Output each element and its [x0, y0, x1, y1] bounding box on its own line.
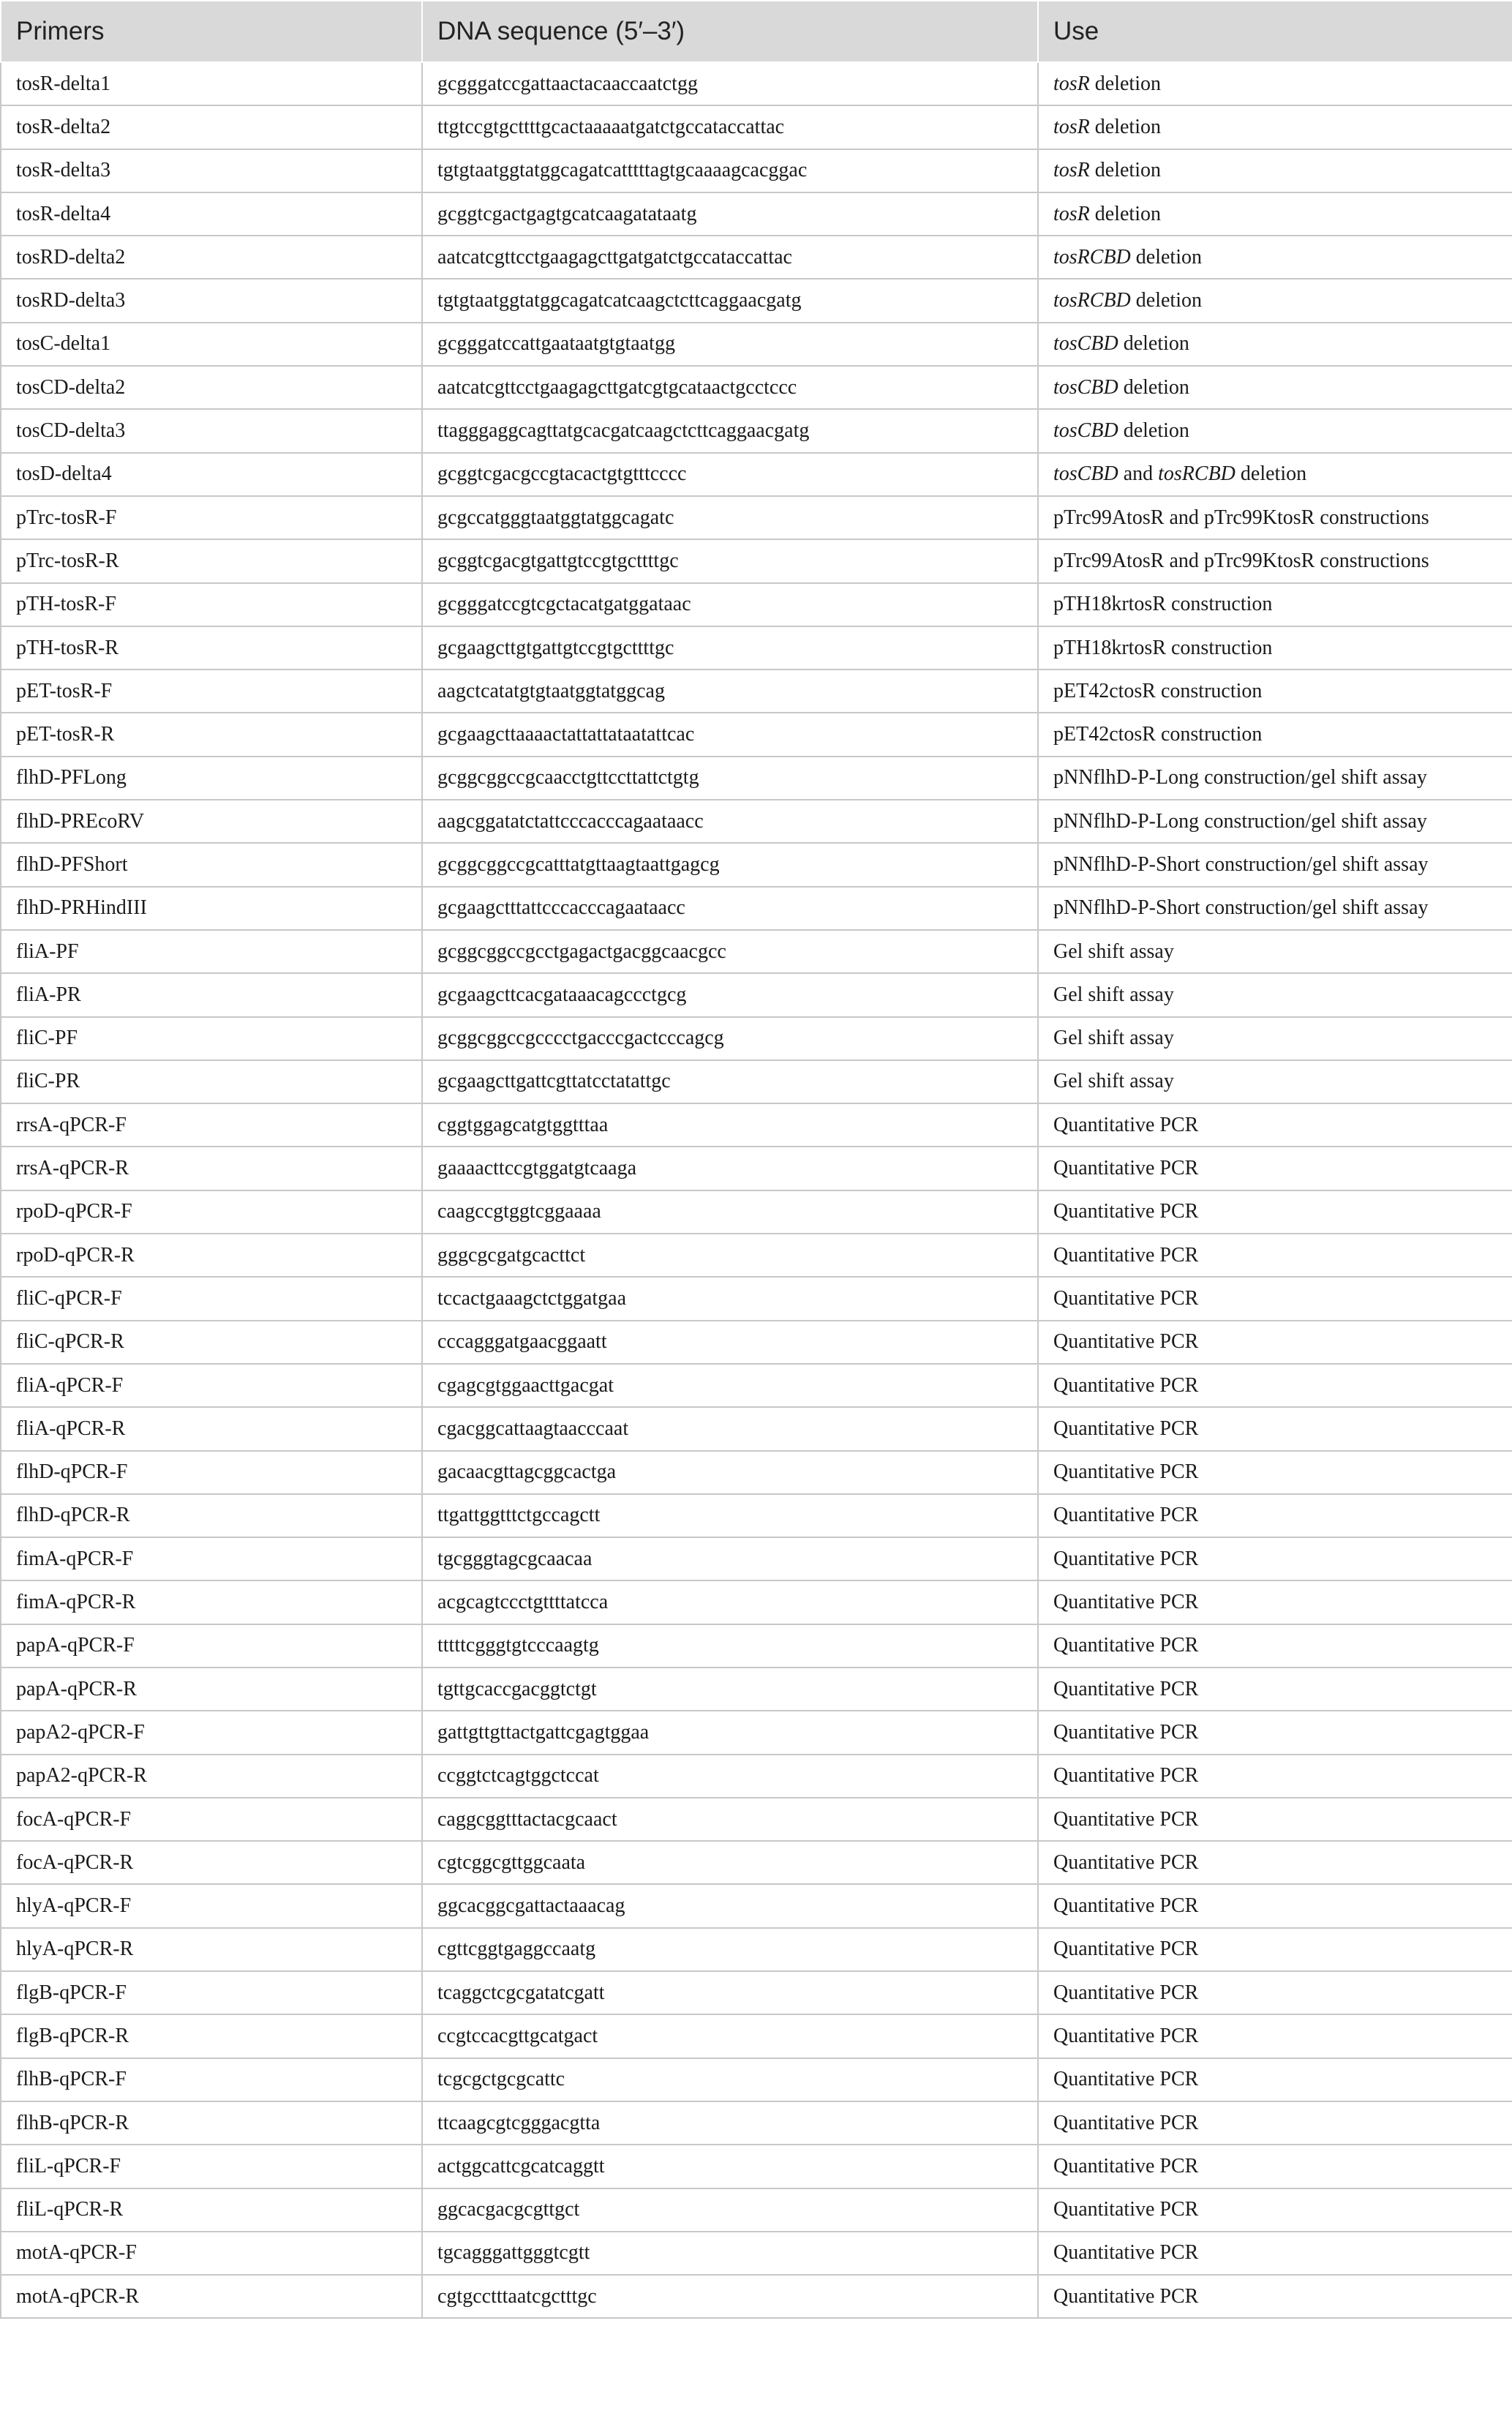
use-text: deletion — [1118, 419, 1189, 443]
primer-name-cell: fliA-PR — [1, 973, 422, 1016]
use-cell — [1038, 2232, 1512, 2275]
primer-name-cell: rpoD-qPCR-R — [1, 1234, 422, 1277]
dna-sequence-cell: caggcggtttactacgcaact — [422, 1798, 1038, 1841]
primer-name-cell: hlyA-qPCR-F — [1, 1884, 422, 1927]
table-row — [1, 1841, 1512, 1884]
table-row — [1, 1668, 1512, 1711]
use-text: Gel shift assay — [1053, 983, 1174, 1006]
table-row — [1, 1971, 1512, 2014]
table-row — [1, 1060, 1512, 1103]
table-row — [1, 887, 1512, 930]
use-cell — [1038, 323, 1512, 366]
header-use: Use — [1038, 1, 1512, 62]
dna-sequence-cell: gcggcggccgcatttatgttaagtaattgagcg — [422, 843, 1038, 886]
use-cell — [1038, 105, 1512, 149]
dna-sequence-cell: gcggcggccgcctgagactgacggcaacgcc — [422, 930, 1038, 973]
use-text: Quantitative PCR — [1053, 2198, 1199, 2221]
use-text: Gel shift assay — [1053, 1027, 1174, 1050]
gene-name: tosCBD — [1053, 332, 1118, 356]
dna-sequence-cell: gcgaagcttaaaactattattataatattcac — [422, 713, 1038, 756]
use-cell — [1038, 1755, 1512, 1798]
primer-name-cell: tosR-delta1 — [1, 62, 422, 105]
primer-name-cell: fliA-qPCR-F — [1, 1364, 422, 1407]
dna-sequence-cell: gcgaagcttgattcgttatcctatattgc — [422, 1060, 1038, 1103]
primer-name-cell: pTH-tosR-F — [1, 583, 422, 626]
primer-name-cell: papA2-qPCR-R — [1, 1755, 422, 1798]
use-text: pET42ctosR construction — [1053, 679, 1263, 702]
primer-name-cell: flhD-qPCR-F — [1, 1451, 422, 1494]
table-row — [1, 1580, 1512, 1624]
primer-name-cell: tosR-delta4 — [1, 192, 422, 236]
use-text: Quantitative PCR — [1053, 1677, 1199, 1700]
dna-sequence-cell: aatcatcgttcctgaagagcttgatcgtgcataactgcctccc — [422, 366, 1038, 409]
dna-sequence-cell: ttgattggtttctgccagctt — [422, 1494, 1038, 1537]
table-row — [1, 2232, 1512, 2275]
dna-sequence-cell: gcgggatccattgaataatgtgtaatgg — [422, 323, 1038, 366]
use-text: Quantitative PCR — [1053, 2154, 1199, 2177]
use-text: pTrc99AtosR and pTrc99KtosR constructions — [1053, 506, 1429, 529]
dna-sequence-cell: gcgaagctttattcccacccagaataacc — [422, 887, 1038, 930]
primer-name-cell: fliL-qPCR-F — [1, 2145, 422, 2188]
use-cell — [1038, 1364, 1512, 1407]
dna-sequence-cell: ttagggaggcagttatgcacgatcaagctcttcaggaacgatg — [422, 409, 1038, 452]
use-text: Quantitative PCR — [1053, 1504, 1199, 1527]
dna-sequence-cell: ccggtctcagtggctccat — [422, 1755, 1038, 1798]
gene-name: tosR — [1053, 72, 1090, 95]
table-row — [1, 496, 1512, 539]
primer-name-cell: tosCD-delta3 — [1, 409, 422, 452]
dna-sequence-cell: gggcgcgatgcacttct — [422, 1234, 1038, 1277]
table-row — [1, 453, 1512, 496]
primer-name-cell: fimA-qPCR-F — [1, 1537, 422, 1580]
dna-sequence-cell: ccgtccacgttgcatgact — [422, 2014, 1038, 2057]
header-primers: Primers — [1, 1, 422, 62]
use-text: pNNflhD-P-Short construction/gel shift assay — [1053, 896, 1429, 920]
dna-sequence-cell: gacaacgttagcggcactga — [422, 1451, 1038, 1494]
use-text: Quantitative PCR — [1053, 1981, 1199, 2004]
use-text: Gel shift assay — [1053, 1070, 1174, 1093]
use-cell — [1038, 1147, 1512, 1190]
use-text: Quantitative PCR — [1053, 1547, 1199, 1570]
table-row — [1, 2058, 1512, 2101]
table-row — [1, 62, 1512, 105]
use-cell — [1038, 1928, 1512, 1971]
use-cell — [1038, 583, 1512, 626]
use-text: Quantitative PCR — [1053, 2068, 1199, 2091]
use-cell — [1038, 1451, 1512, 1494]
use-cell — [1038, 279, 1512, 322]
use-cell — [1038, 2058, 1512, 2101]
gene-name: tosR — [1053, 159, 1090, 182]
use-text: Quantitative PCR — [1053, 1850, 1199, 1874]
primer-name-cell: tosC-delta1 — [1, 323, 422, 366]
dna-sequence-cell: tccactgaaagctctggatgaa — [422, 1277, 1038, 1320]
primer-name-cell: fliC-PR — [1, 1060, 422, 1103]
dna-sequence-cell: cgtgcctttaatcgctttgc — [422, 2275, 1038, 2318]
primer-name-cell: hlyA-qPCR-R — [1, 1928, 422, 1971]
use-text: deletion — [1118, 375, 1189, 399]
use-cell — [1038, 1537, 1512, 1580]
table-row — [1, 1103, 1512, 1147]
dna-sequence-cell: tgtgtaatggtatggcagatcatcaagctcttcaggaacgatg — [422, 279, 1038, 322]
use-cell — [1038, 1884, 1512, 1927]
table-row — [1, 366, 1512, 409]
table-row — [1, 149, 1512, 192]
use-cell — [1038, 236, 1512, 279]
table-row — [1, 626, 1512, 669]
use-text: Quantitative PCR — [1053, 1200, 1199, 1223]
use-cell — [1038, 62, 1512, 105]
use-cell — [1038, 757, 1512, 800]
primer-name-cell: flgB-qPCR-R — [1, 2014, 422, 2057]
primer-name-cell: tosD-delta4 — [1, 453, 422, 496]
primer-name-cell: tosRD-delta3 — [1, 279, 422, 322]
use-cell — [1038, 2101, 1512, 2145]
use-text: pNNflhD-P-Long construction/gel shift assay — [1053, 809, 1427, 833]
dna-sequence-cell: tcgcgctgcgcattc — [422, 2058, 1038, 2101]
primer-name-cell: pET-tosR-R — [1, 713, 422, 756]
primer-name-cell: pTH-tosR-R — [1, 626, 422, 669]
dna-sequence-cell: aagctcatatgtgtaatggtatggcag — [422, 669, 1038, 713]
dna-sequence-cell: gcgggatccgtcgctacatgatggataac — [422, 583, 1038, 626]
gene-name: tosRCBD — [1053, 245, 1131, 269]
dna-sequence-cell: tgcgggtagcgcaacaa — [422, 1537, 1038, 1580]
dna-sequence-cell: gcgaagcttcacgataaacagccctgcg — [422, 973, 1038, 1016]
dna-sequence-cell: gcggtcgacgtgattgtccgtgcttttgc — [422, 539, 1038, 582]
use-text: Quantitative PCR — [1053, 1634, 1199, 1657]
table-row — [1, 1755, 1512, 1798]
primer-name-cell: flhD-PREcoRV — [1, 800, 422, 843]
primer-name-cell: rrsA-qPCR-F — [1, 1103, 422, 1147]
use-cell — [1038, 1971, 1512, 2014]
use-text: Quantitative PCR — [1053, 1938, 1199, 1961]
dna-sequence-cell: gcggcggccgcccctgacccgactcccagcg — [422, 1017, 1038, 1060]
table-row — [1, 2145, 1512, 2188]
table-body — [1, 62, 1512, 2318]
use-text: Quantitative PCR — [1053, 2111, 1199, 2134]
dna-sequence-cell: tcaggctcgcgatatcgatt — [422, 1971, 1038, 2014]
primer-name-cell: papA2-qPCR-F — [1, 1711, 422, 1754]
dna-sequence-cell: ttcaagcgtcgggacgtta — [422, 2101, 1038, 2145]
use-cell — [1038, 192, 1512, 236]
primer-name-cell: fliC-qPCR-F — [1, 1277, 422, 1320]
table-row — [1, 1451, 1512, 1494]
use-cell — [1038, 1580, 1512, 1624]
primer-name-cell: focA-qPCR-F — [1, 1798, 422, 1841]
dna-sequence-cell: gcggtcgacgccgtacactgtgtttcccc — [422, 453, 1038, 496]
use-text: deletion — [1089, 115, 1161, 138]
primer-name-cell: flgB-qPCR-F — [1, 1971, 422, 2014]
header-row — [1, 1, 1512, 62]
use-cell — [1038, 800, 1512, 843]
use-text: Quantitative PCR — [1053, 1417, 1199, 1440]
primer-name-cell: pTrc-tosR-R — [1, 539, 422, 582]
use-text: pNNflhD-P-Short construction/gel shift assay — [1053, 852, 1429, 876]
table-row — [1, 930, 1512, 973]
dna-sequence-cell: cgacggcattaagtaacccaat — [422, 1407, 1038, 1450]
use-text: Quantitative PCR — [1053, 1764, 1199, 1788]
use-cell — [1038, 1668, 1512, 1711]
primer-name-cell: pTrc-tosR-F — [1, 496, 422, 539]
primer-name-cell: papA-qPCR-R — [1, 1668, 422, 1711]
use-text: Gel shift assay — [1053, 939, 1174, 963]
gene-name: tosRCBD — [1158, 462, 1235, 486]
table-row — [1, 2275, 1512, 2318]
use-text: Quantitative PCR — [1053, 1720, 1199, 1744]
primer-name-cell: flhB-qPCR-R — [1, 2101, 422, 2145]
use-text: Quantitative PCR — [1053, 1243, 1199, 1267]
use-cell — [1038, 1060, 1512, 1103]
header-dna-sequence: DNA sequence (5′–3′) — [422, 1, 1038, 62]
primer-name-cell: papA-qPCR-F — [1, 1624, 422, 1668]
table-row — [1, 1190, 1512, 1234]
gene-name: tosCBD — [1053, 419, 1118, 443]
dna-sequence-cell: gattgttgttactgattcgagtggaa — [422, 1711, 1038, 1754]
primer-name-cell: fliA-qPCR-R — [1, 1407, 422, 1450]
use-cell — [1038, 2145, 1512, 2188]
use-cell — [1038, 2275, 1512, 2318]
use-cell — [1038, 453, 1512, 496]
use-text: deletion — [1089, 202, 1161, 225]
table-row — [1, 192, 1512, 236]
gene-name: tosR — [1053, 202, 1090, 225]
table-row — [1, 669, 1512, 713]
dna-sequence-cell: tttttcgggtgtcccaagtg — [422, 1624, 1038, 1668]
use-text: deletion — [1089, 72, 1161, 95]
table-row — [1, 1494, 1512, 1537]
primer-name-cell: tosR-delta3 — [1, 149, 422, 192]
primer-name-cell: rrsA-qPCR-R — [1, 1147, 422, 1190]
use-cell — [1038, 409, 1512, 452]
primer-name-cell: focA-qPCR-R — [1, 1841, 422, 1884]
table-row — [1, 1147, 1512, 1190]
table-row — [1, 1624, 1512, 1668]
primer-name-cell: fimA-qPCR-R — [1, 1580, 422, 1624]
primer-name-cell: flhD-PFShort — [1, 843, 422, 886]
use-text: Quantitative PCR — [1053, 1807, 1199, 1831]
primer-name-cell: tosCD-delta2 — [1, 366, 422, 409]
dna-sequence-cell: tgcagggattgggtcgtt — [422, 2232, 1038, 2275]
use-text: Quantitative PCR — [1053, 1286, 1199, 1310]
dna-sequence-cell: gcgccatgggtaatggtatggcagatc — [422, 496, 1038, 539]
dna-sequence-cell: aatcatcgttcctgaagagcttgatgatctgccataccattac — [422, 236, 1038, 279]
dna-sequence-cell: gaaaacttccgtggatgtcaaga — [422, 1147, 1038, 1190]
primer-name-cell: flhD-PRHindIII — [1, 887, 422, 930]
use-text: deletion — [1130, 289, 1202, 312]
use-cell — [1038, 1841, 1512, 1884]
primer-name-cell: flhD-qPCR-R — [1, 1494, 422, 1537]
table-row — [1, 1884, 1512, 1927]
table-row — [1, 1711, 1512, 1754]
use-cell — [1038, 2014, 1512, 2057]
primer-name-cell: flhB-qPCR-F — [1, 2058, 422, 2101]
primer-name-cell: motA-qPCR-R — [1, 2275, 422, 2318]
dna-sequence-cell: gcggcggccgcaacctgttccttattctgtg — [422, 757, 1038, 800]
table-row — [1, 2014, 1512, 2057]
primer-name-cell: fliA-PF — [1, 930, 422, 973]
primer-name-cell: tosRD-delta2 — [1, 236, 422, 279]
use-cell — [1038, 973, 1512, 1016]
use-cell — [1038, 1624, 1512, 1668]
table-row — [1, 1364, 1512, 1407]
use-text: Quantitative PCR — [1053, 1157, 1199, 1180]
use-cell — [1038, 1017, 1512, 1060]
use-text: and — [1118, 462, 1159, 486]
use-text: Quantitative PCR — [1053, 1894, 1199, 1918]
table-row — [1, 1537, 1512, 1580]
primer-name-cell: fliC-PF — [1, 1017, 422, 1060]
dna-sequence-cell: cgtcggcgttggcaata — [422, 1841, 1038, 1884]
primer-name-cell: motA-qPCR-F — [1, 2232, 422, 2275]
dna-sequence-cell: acgcagtccctgttttatcca — [422, 1580, 1038, 1624]
primer-name-cell: pET-tosR-F — [1, 669, 422, 713]
use-text: Quantitative PCR — [1053, 1330, 1199, 1354]
primer-name-cell: fliL-qPCR-R — [1, 2188, 422, 2232]
use-cell — [1038, 1321, 1512, 1364]
table-row — [1, 1234, 1512, 1277]
use-cell — [1038, 887, 1512, 930]
dna-sequence-cell: cgttcggtgaggccaatg — [422, 1928, 1038, 1971]
use-cell — [1038, 2188, 1512, 2232]
use-text: Quantitative PCR — [1053, 1591, 1199, 1614]
gene-name: tosCBD — [1053, 462, 1118, 486]
use-text: pTrc99AtosR and pTrc99KtosR constructions — [1053, 549, 1429, 572]
dna-sequence-cell: cggtggagcatgtggtttaa — [422, 1103, 1038, 1147]
dna-sequence-cell: aagcggatatctattcccacccagaataacc — [422, 800, 1038, 843]
use-cell — [1038, 496, 1512, 539]
use-text: pNNflhD-P-Long construction/gel shift assay — [1053, 766, 1427, 789]
primer-name-cell: tosR-delta2 — [1, 105, 422, 149]
table-row — [1, 757, 1512, 800]
dna-sequence-cell: gcgaagcttgtgattgtccgtgcttttgc — [422, 626, 1038, 669]
table-row — [1, 105, 1512, 149]
use-cell — [1038, 930, 1512, 973]
primer-name-cell: fliC-qPCR-R — [1, 1321, 422, 1364]
dna-sequence-cell: tgtgtaatggtatggcagatcatttttagtgcaaaagcacggac — [422, 149, 1038, 192]
table-row — [1, 583, 1512, 626]
table-row — [1, 323, 1512, 366]
use-cell — [1038, 843, 1512, 886]
table-row — [1, 2188, 1512, 2232]
use-text: Quantitative PCR — [1053, 1460, 1199, 1484]
use-cell — [1038, 366, 1512, 409]
use-cell — [1038, 669, 1512, 713]
gene-name: tosR — [1053, 115, 1090, 138]
use-text: Quantitative PCR — [1053, 2025, 1199, 2047]
use-cell — [1038, 1494, 1512, 1537]
dna-sequence-cell: cgagcgtggaacttgacgat — [422, 1364, 1038, 1407]
use-text: Quantitative PCR — [1053, 2241, 1199, 2265]
dna-sequence-cell: ggcacgacgcgttgct — [422, 2188, 1038, 2232]
table-row — [1, 279, 1512, 322]
table-row — [1, 1321, 1512, 1364]
table-row — [1, 713, 1512, 756]
use-text: pTH18krtosR construction — [1053, 593, 1273, 616]
primer-name-cell: flhD-PFLong — [1, 757, 422, 800]
use-text: Quantitative PCR — [1053, 1113, 1199, 1136]
use-text: deletion — [1118, 332, 1189, 356]
use-cell — [1038, 1103, 1512, 1147]
table-row — [1, 1798, 1512, 1841]
dna-sequence-cell: caagccgtggtcggaaaa — [422, 1190, 1038, 1234]
table-row — [1, 2101, 1512, 2145]
table-row — [1, 236, 1512, 279]
dna-sequence-cell: ggcacggcgattactaaacag — [422, 1884, 1038, 1927]
use-cell — [1038, 1234, 1512, 1277]
use-text: pTH18krtosR construction — [1053, 636, 1273, 659]
use-text: pET42ctosR construction — [1053, 723, 1263, 746]
use-cell — [1038, 149, 1512, 192]
use-cell — [1038, 626, 1512, 669]
table-row — [1, 1928, 1512, 1971]
use-text: Quantitative PCR — [1053, 1373, 1199, 1397]
use-cell — [1038, 539, 1512, 582]
dna-sequence-cell: actggcattcgcatcaggtt — [422, 2145, 1038, 2188]
use-cell — [1038, 1407, 1512, 1450]
use-text: deletion — [1235, 462, 1307, 486]
table-row — [1, 539, 1512, 582]
use-text: Quantitative PCR — [1053, 2284, 1199, 2308]
dna-sequence-cell: gcggtcgactgagtgcatcaagatataatg — [422, 192, 1038, 236]
dna-sequence-cell: tgttgcaccgacggtctgt — [422, 1668, 1038, 1711]
use-cell — [1038, 1711, 1512, 1754]
use-text: deletion — [1089, 159, 1161, 182]
table-row — [1, 843, 1512, 886]
table-row — [1, 800, 1512, 843]
dna-sequence-cell: gcgggatccgattaactacaaccaatctgg — [422, 62, 1038, 105]
gene-name: tosRCBD — [1053, 289, 1131, 312]
use-cell — [1038, 713, 1512, 756]
table-row — [1, 1017, 1512, 1060]
dna-sequence-cell: ttgtccgtgcttttgcactaaaaatgatctgccataccattac — [422, 105, 1038, 149]
use-text: deletion — [1130, 245, 1202, 269]
table-row — [1, 973, 1512, 1016]
use-cell — [1038, 1277, 1512, 1320]
use-cell — [1038, 1798, 1512, 1841]
dna-sequence-cell: cccagggatgaacggaatt — [422, 1321, 1038, 1364]
primer-name-cell: rpoD-qPCR-F — [1, 1190, 422, 1234]
table-row — [1, 409, 1512, 452]
table-row — [1, 1407, 1512, 1450]
use-cell — [1038, 1190, 1512, 1234]
gene-name: tosCBD — [1053, 375, 1118, 399]
table-row — [1, 1277, 1512, 1320]
